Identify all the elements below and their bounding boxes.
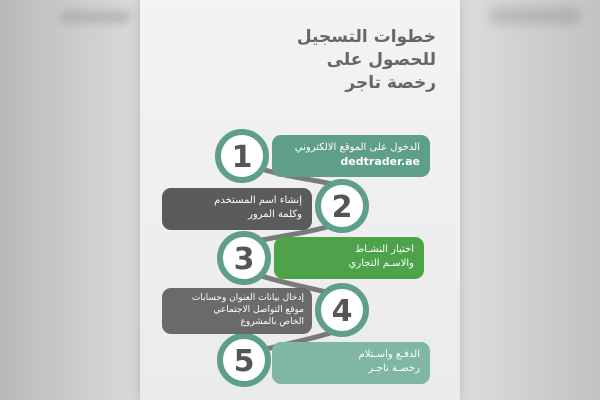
step-number-2: 2 — [331, 190, 353, 225]
step-number-3: 3 — [233, 242, 255, 277]
step-number-1: 1 — [231, 140, 253, 175]
step-3-line2: والاسـم التجاري — [348, 258, 414, 269]
step-number-5: 5 — [233, 344, 255, 379]
step-label-5 — [272, 342, 430, 384]
step-1-url: dedtrader.ae — [340, 155, 420, 168]
step-4-line2: موقع التواصل الاجتماعي — [213, 305, 304, 315]
step-2-line1: إنشاء اسم المستخدم — [214, 195, 302, 206]
infographic-poster — [140, 0, 460, 400]
title-line-3: رخصة تاجر — [345, 73, 436, 93]
step-circle-1 — [218, 132, 266, 180]
blurred-background-right — [450, 0, 600, 400]
title-line-2: للحصول على — [326, 50, 436, 70]
step-label-1 — [272, 135, 430, 177]
step-5-line2: رخصـة تاجـر — [368, 363, 420, 374]
step-label-3 — [274, 237, 424, 279]
step-circle-5 — [220, 336, 268, 384]
step-circle-4 — [318, 286, 366, 334]
step-number-4: 4 — [331, 294, 353, 329]
step-circle-3 — [220, 234, 268, 282]
step-5-line1: الدفـع واسـتلام — [358, 349, 420, 360]
step-label-4 — [162, 288, 312, 334]
step-4-line3: الخاص بالمشروع — [240, 317, 304, 327]
blurred-background-left — [0, 0, 150, 400]
step-label-2 — [162, 188, 312, 230]
step-4-line1: إدخال بيانات العنوان وحسابات — [191, 293, 304, 303]
step-circle-2 — [318, 182, 366, 230]
title-line-1: خطوات التسجيل — [296, 27, 436, 47]
step-1-text: الدخول على الموقع الالكتروني — [294, 142, 420, 153]
step-3-line1: اختيار النشـاط — [354, 244, 414, 255]
step-2-line2: وكلمة المرور — [247, 209, 302, 220]
